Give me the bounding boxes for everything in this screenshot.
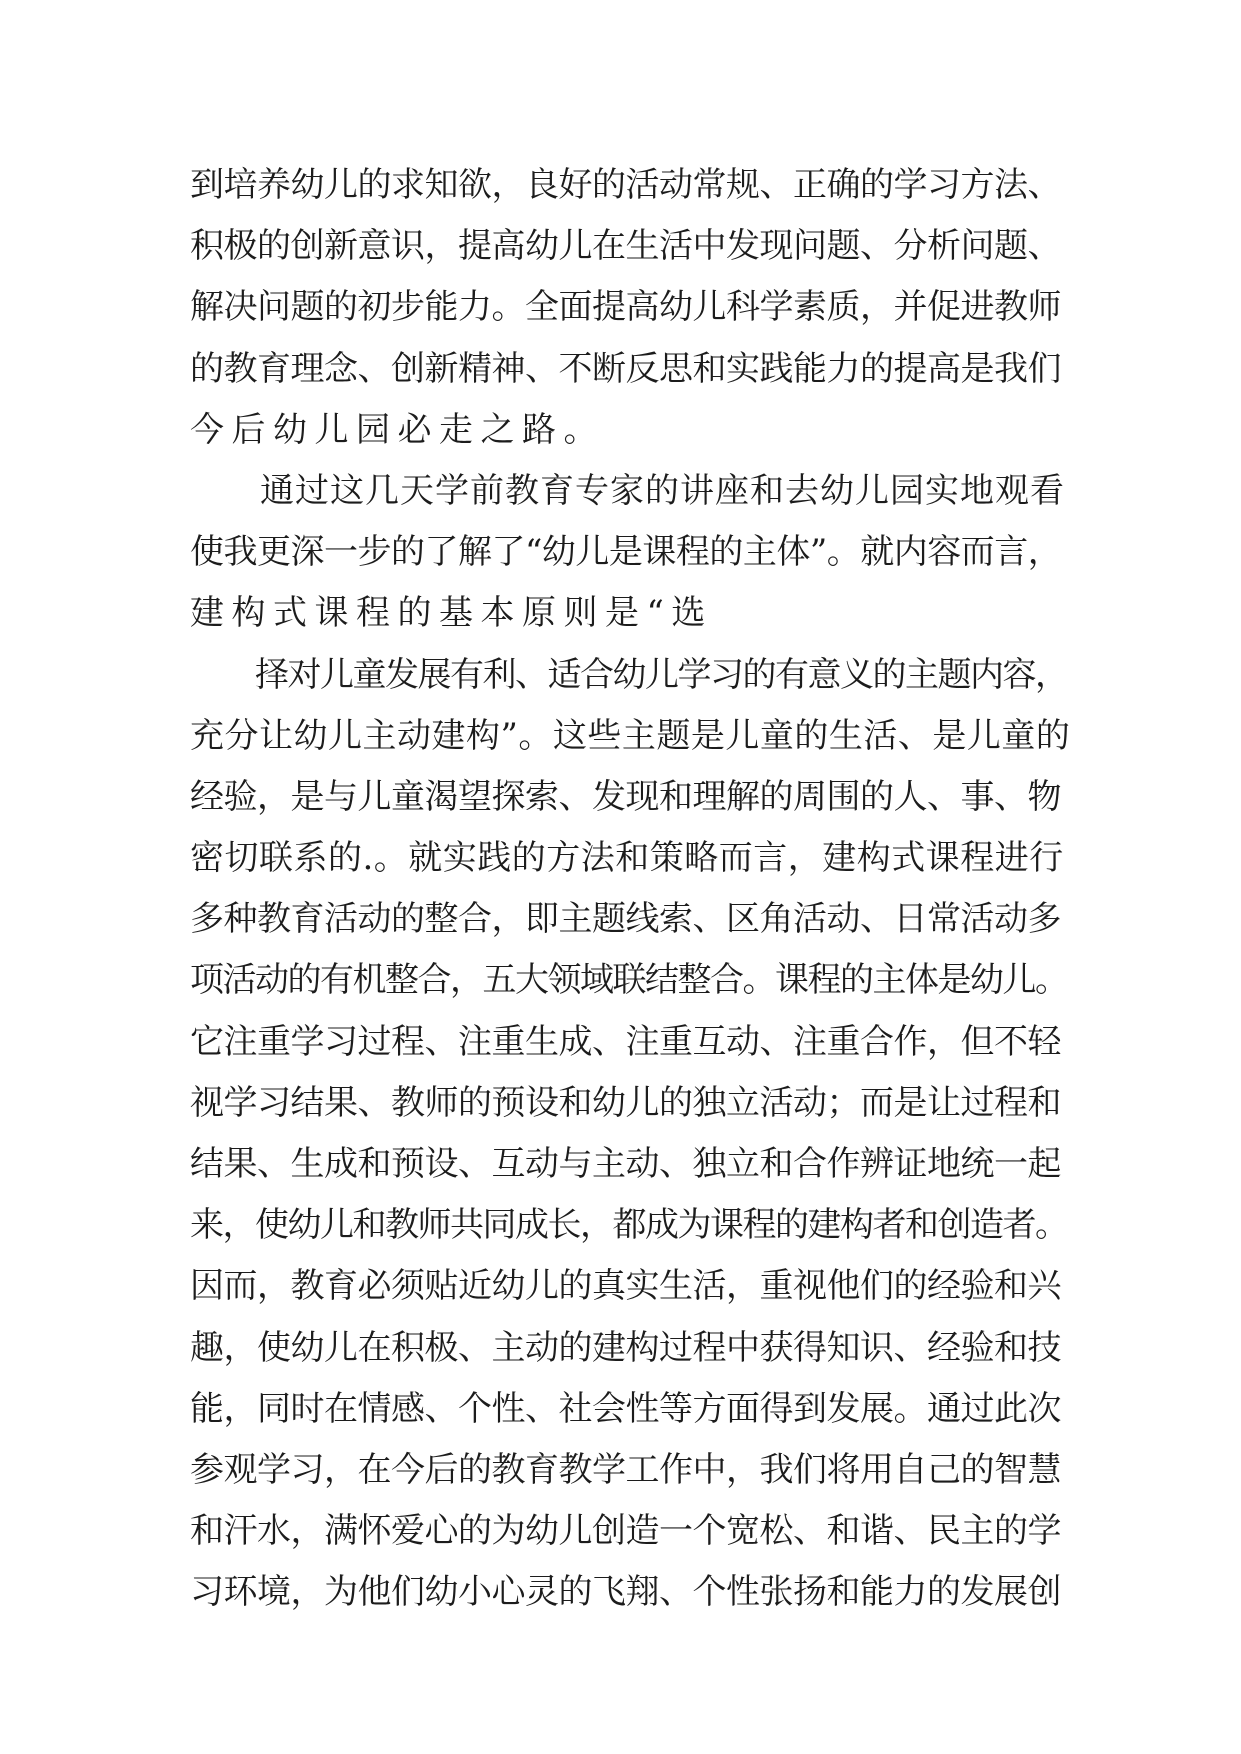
text-line: 视学习结果、教师的预设和幼儿的独立活动；而是让过程和 (190, 1082, 1061, 1123)
text-line: 充分让幼儿主动建构”。这些主题是儿童的生活、是儿童的 (190, 715, 1071, 756)
text-line: 积极的创新意识，提高幼儿在生活中发现问题、分析问题、 (190, 226, 1061, 267)
text-line: 参观学习，在今后的教育教学工作中，我们将用自己的智慧 (190, 1449, 1061, 1490)
text-line: 择对儿童发展有利、适合幼儿学习的有意义的主题内容， (190, 654, 1068, 695)
text-line: 通过这几天学前教育专家的讲座和去幼儿园实地观看 (190, 470, 1065, 511)
text-line: 解决问题的初步能力。全面提高幼儿科学素质，并促进教师 (190, 287, 1061, 328)
text-line: 能，同时在情感、个性、社会性等方面得到发展。通过此次 (190, 1388, 1061, 1429)
text-line: 来，使幼儿和教师共同成长，都成为课程的建构者和创造者。 (190, 1205, 1068, 1246)
text-line: 习环境，为他们幼小心灵的飞翔、个性张扬和能力的发展创 (190, 1572, 1061, 1613)
text-line: 因而，教育必须贴近幼儿的真实生活，重视他们的经验和兴 (190, 1266, 1061, 1307)
text-line: 建构式课程的基本原则是“选 (190, 593, 713, 634)
text-line: 的教育理念、创新精神、不断反思和实践能力的提高是我们 (190, 348, 1061, 389)
text-line: 今后幼儿园必走之路。 (190, 409, 605, 450)
text-line: 经验，是与儿童渴望探索、发现和理解的周围的人、事、物 (190, 776, 1061, 817)
text-line: 它注重学习过程、注重生成、注重互动、注重合作，但不轻 (190, 1021, 1061, 1062)
text-line: 多种教育活动的整合，即主题线索、区角活动、日常活动多 (190, 899, 1061, 940)
body-text (190, 155, 1070, 1624)
text-line: 项活动的有机整合，五大领域联结整合。课程的主体是幼儿。 (190, 960, 1068, 1001)
text-line: 密切联系的.。就实践的方法和策略而言，建构式课程进行 (190, 838, 1064, 879)
text-line: 使我更深一步的了解了“幼儿是课程的主体”。就内容而言， (190, 532, 1062, 573)
text-line: 趣，使幼儿在积极、主动的建构过程中获得知识、经验和技 (190, 1327, 1061, 1368)
text-line: 到培养幼儿的求知欲，良好的活动常规、正确的学习方法、 (190, 165, 1061, 205)
text-line: 和汗水，满怀爱心的为幼儿创造一个宽松、和谐、民主的学 (190, 1511, 1061, 1552)
text-line: 结果、生成和预设、互动与主动、独立和合作辨证地统一起 (190, 1144, 1061, 1184)
